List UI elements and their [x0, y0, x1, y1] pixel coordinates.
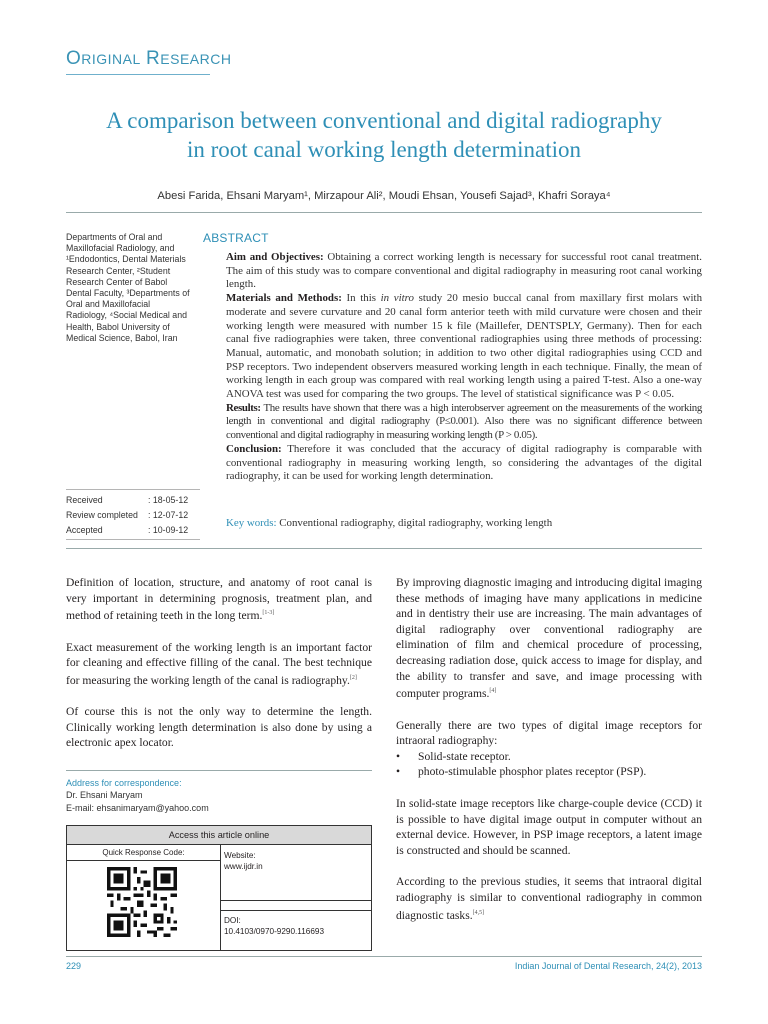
paragraph: In solid-state image receptors like charge-couple device (CCD) it is possible to have digital image output in computer without an external device. However, in PSP image receptors, a latent image is constructed and should be scanned. [396, 796, 702, 857]
body-column-left [66, 575, 372, 767]
date-row: Received : 18-05-12 [66, 495, 189, 505]
website-cell: Website: www.ijdr.in [221, 845, 371, 901]
keywords: Key words: Conventional radiography, digital radiography, working length [226, 517, 553, 529]
divider [66, 548, 702, 549]
body-column-right [396, 575, 702, 939]
receptor-list [396, 749, 702, 780]
article-title: A comparison between conventional and digital radiography in root canal working length determination [106, 108, 662, 162]
affiliations: Departments of Oral and Maxillofacial Radiology, and ¹Endodontics, Dental Materials Research Center, ²Student Research Center of Babol Dental Faculty, ³Departments of Oral and Maxillofacial Radiology, ⁴Social Medical and Health, Babol University of Medical Science, Babol, Iran [66, 232, 190, 343]
divider [66, 956, 702, 957]
date-row: Accepted : 10-09-12 [66, 525, 189, 535]
divider [66, 770, 372, 771]
page-number: 229 [66, 961, 82, 971]
access-info [221, 845, 371, 950]
abstract-conclusion: Conclusion: Therefore it was concluded that the accuracy of digital radiography is comparable with conventional radiography in measuring working length, so considering the advantages of the digital radiography, it can be used for working length determination. [226, 442, 702, 483]
qr-code-icon[interactable] [107, 867, 177, 937]
abstract-methods: Materials and Methods: In this in vitro study 20 mesio buccal canal from maxillary first molars with moderate and severe curvature and 20 canal form anterior teeth with mild curvature were chosen and their working length were measured with number 15 k file (Maillefer, DENTSPLY, Germany). Then for each canal five radiographies were taken, three conventional radiographies using three methods of processing: Manual, automatic, and monobath solution; in addition to two other digital radiographies using CCD and PSP receptors. Two independent observers measured working length in each technique. Finally, the mean of working length in each group was compared with real working length using a paired T-test. Also a one-way ANOVA test was used for comparing the two groups. The level of statistical significance was P < 0.05. [226, 292, 703, 401]
section-label: ORIGINAL RESEARCH [66, 48, 232, 69]
paragraph: Of course this is not the only way to determine the length. Clinically working length determination is also done by using a electronic apex locator. [66, 705, 372, 750]
qr-panel: Quick Response Code: [67, 845, 221, 950]
paragraph: Definition of location, structure, and anatomy of root canal is very important in determining prognosis, treatment plan, and method of retaining teeth in the long term.[1-3] [66, 576, 372, 623]
article-dates [66, 493, 188, 538]
list-item: • photo-stimulable phosphor plates receptor (PSP). [396, 764, 702, 780]
section-underline [66, 74, 210, 75]
paragraph: By improving diagnostic imaging and introducing digital imaging these methods of imaging have many applications in medicine and in dentistry their use are increasing. The main advantages of digital radiography over conventional radiography are elimination of film and chemical procedure of processing, decreasing radiation dose, quick access to image for display, and the ability to transfer and save, and image processing with computer programs.[4] [396, 576, 702, 701]
paragraph: Generally there are two types of digital image receptors for intraoral radiography: [396, 718, 702, 748]
website-link[interactable]: www.ijdr.in [224, 862, 263, 871]
abstract-body [226, 251, 702, 484]
access-heading: Access this article online [67, 826, 371, 845]
abstract-aim: Aim and Objectives: Obtaining a correct working length is necessary for successful root canal treatment. The aim of this study was to compare conventional and digital radiography in measuring root canal working length. [226, 251, 702, 291]
doi-link[interactable]: 10.4103/0970-9290.116693 [224, 927, 325, 936]
doi-cell: DOI: 10.4103/0970-9290.116693 [221, 910, 371, 950]
abstract-results: Results: The results have shown that there was a high interobserver agreement on the measurements of the working length in conventional and digital radiography (P≤0.001). Also there was no significant difference between conventional and digital radiography in measuring working length (P > 0.05). [226, 401, 702, 442]
email-link[interactable]: E-mail: ehsanimaryam@yahoo.com [66, 802, 209, 813]
divider [66, 212, 702, 213]
abstract-heading: ABSTRACT [203, 231, 269, 245]
divider [66, 489, 200, 490]
divider [66, 539, 200, 540]
paragraph: Exact measurement of the working length is an important factor for cleaning and effective filling of the canal. The best technique for measuring the working length of the canal is radiography.[2] [66, 640, 372, 687]
list-item: • Solid-state receptor. [396, 749, 702, 765]
date-row: Review completed : 12-07-12 [66, 510, 189, 520]
access-article-box [66, 825, 372, 951]
journal-citation: Indian Journal of Dental Research, 24(2), 2013 [514, 961, 702, 971]
correspondence: Address for correspondence: Dr. Ehsani Maryam E-mail: ehsanimaryam@yahoo.com [66, 778, 209, 813]
paragraph: According to the previous studies, it seems that intraoral digital radiography is similar to conventional radiography in common diagnostic tasks.[4,5] [396, 875, 702, 922]
author-list: Abesi Farida, Ehsani Maryam¹, Mirzapour Ali², Moudi Ehsan, Yousefi Sajad³, Khafri Soraya⁴ [157, 190, 611, 202]
